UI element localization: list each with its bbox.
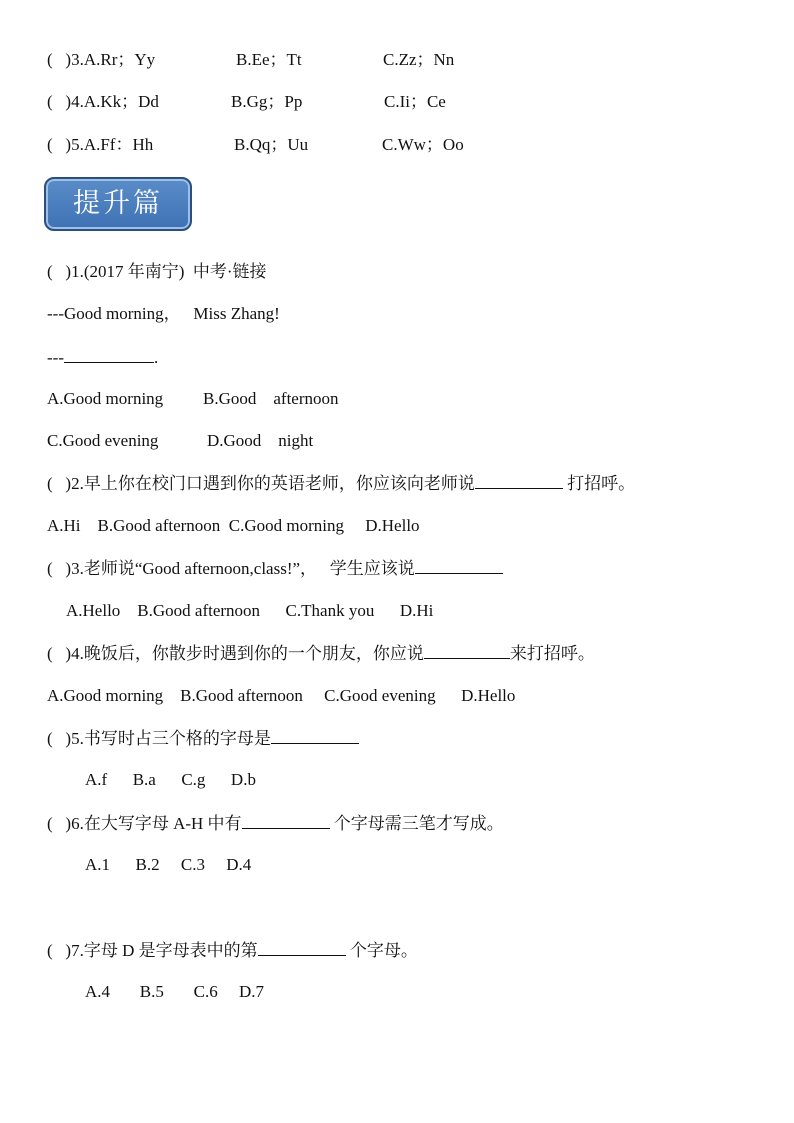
q1-dialog-suffix: . [153,348,159,367]
q6-options: A.1 B.2 C.3 D.4 [85,855,252,874]
q4-answer-blank[interactable] [424,642,510,659]
q2-answer-blank[interactable] [475,472,563,489]
q1-stem: ( )1.(2017 年南宁) 中考·链接 [47,262,267,281]
q4-options: A.Good morning B.Good afternoon C.Good evening D.Hello [47,686,516,705]
q1-dialog-line-1: ---Good morning， Miss Zhang! [47,304,280,323]
q4-stem: ( )4.晚饭后，你散步时遇到你的一个朋友，你应说 [47,644,424,663]
q5-stem: ( )5.书写时占三个格的字母是 [47,729,271,748]
q6-stem: ( )6.在大写字母 A-H 中有 [47,814,242,833]
basic-q4-b: B.Gg；Pp [231,92,303,111]
q1-option-d: D.Good night [207,431,314,450]
q2-options: A.Hi B.Good afternoon C.Good morning D.Hello [47,516,420,535]
q1-option-b: B.Good afternoon [203,389,339,408]
basic-q4-a: ( )4.A.Kk；Dd [47,92,159,111]
q7-options: A.4 B.5 C.6 D.7 [85,982,264,1001]
basic-q3-c: C.Zz；Nn [383,50,455,69]
q5-options: A.f B.a C.g D.b [85,770,256,789]
q3-stem-line [47,557,503,580]
q1-dialog-prefix: --- [47,348,64,367]
q5-answer-blank[interactable] [271,727,359,744]
q7-stem-line [47,939,418,962]
q5-stem-line [47,727,359,750]
q6-stem-line [47,812,504,835]
q1-option-c: C.Good evening [47,431,159,450]
basic-q4-c: C.Ii；Ce [384,92,446,111]
basic-q5-c: C.Ww；Oo [382,135,464,154]
q1-answer-blank[interactable] [64,346,154,363]
q1-dialog-line-2 [47,346,158,369]
q3-stem: ( )3.老师说“Good afternoon,class!”， 学生应该说 [47,559,415,578]
basic-q5-b: B.Qq；Uu [234,135,309,154]
basic-q5-a: ( )5.A.Ff：Hh [47,135,154,154]
q6-answer-blank[interactable] [242,812,330,829]
q1-option-a: A.Good morning [47,389,164,408]
q2-stem: ( )2.早上你在校门口遇到你的英语老师，你应该向老师说 [47,474,475,493]
q4-stem-suffix: 来打招呼。 [509,644,595,663]
q7-answer-blank[interactable] [258,939,346,956]
q3-answer-blank[interactable] [415,557,503,574]
basic-q3-a: ( )3.A.Rr；Yy [47,50,156,69]
q7-stem: ( )7.字母 D 是字母表中的第 [47,941,258,960]
q4-stem-line [47,642,595,665]
basic-q3-b: B.Ee；Tt [236,50,302,69]
q6-stem-suffix: 个字母需三笔才写成。 [329,814,504,833]
q7-stem-suffix: 个字母。 [345,941,418,960]
q3-options: A.Hello B.Good afternoon C.Thank you D.Hi [66,601,434,620]
q2-stem-suffix: 打招呼。 [562,474,636,493]
section-title-badge: 提升篇 [44,177,192,231]
q2-stem-line [47,472,635,495]
